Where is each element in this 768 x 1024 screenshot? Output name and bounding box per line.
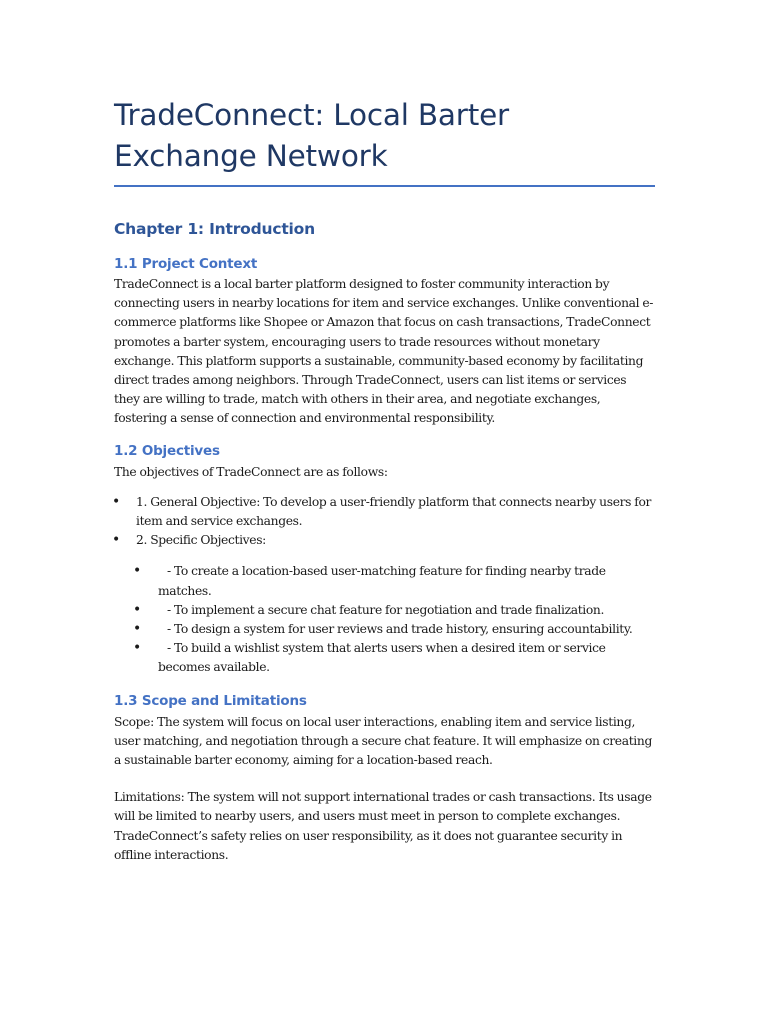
objectives-list: [114, 493, 655, 551]
section-heading-scope: 1.3 Scope and Limitations: [114, 692, 307, 709]
section-heading-objectives: 1.2 Objectives: [114, 442, 220, 459]
chapter-heading: Chapter 1: Introduction: [114, 220, 315, 238]
bullet-icon: •: [112, 493, 120, 510]
list-item-text: - To create a location-based user-matching feature for finding nearby trade matches.: [158, 564, 606, 598]
bullet-icon: •: [133, 621, 141, 638]
title-underline: [114, 185, 655, 187]
list-item: [114, 639, 655, 677]
list-item-text: - To build a wishlist system that alerts users when a desired item or service becomes available.: [158, 641, 606, 675]
document-title: TradeConnect: Local Barter Exchange Network: [114, 98, 509, 173]
scope-paragraph: Scope: The system will focus on local user interactions, enabling item and service listing, user matching, and negotiation through a secure chat feature. It will emphasize on creating a sustainable barter economy, aiming for a location-based reach.: [114, 714, 652, 768]
list-item-text: - To design a system for user reviews and trade history, ensuring accountability.: [167, 622, 633, 637]
list-item: [114, 531, 655, 550]
list-item-text: 2. Specific Objectives:: [136, 533, 266, 548]
list-item: [114, 601, 655, 620]
list-item: [114, 620, 655, 639]
bullet-icon: •: [133, 640, 141, 657]
section-heading-project-context: 1.1 Project Context: [114, 256, 258, 272]
objectives-intro: The objectives of TradeConnect are as follows:: [114, 464, 388, 479]
list-item-text: - To implement a secure chat feature for negotiation and trade finalization.: [167, 602, 605, 617]
bullet-icon: •: [133, 601, 141, 618]
bullet-icon: •: [133, 563, 141, 580]
bullet-icon: •: [112, 532, 120, 549]
list-item: [114, 562, 655, 600]
document-body: [114, 95, 655, 865]
limitations-paragraph: Limitations: The system will not support international trades or cash transactions. Its usage will be limited to nearby users, and users must meet in person to complete exchanges. TradeConnect’s safety relies on user responsibility, as it does not guarantee security in offline interactions.: [114, 790, 652, 862]
specific-objectives-list: [114, 562, 655, 677]
list-item: [114, 493, 655, 531]
project-context-paragraph: TradeConnect is a local barter platform designed to foster community interaction by connecting users in nearby locations for item and service exchanges. Unlike conventional e-commerce platforms like Shopee or Amazon that focus on cash transactions, TradeConnect promotes a barter system, encouraging users to trade resources without monetary exchange. This platform supports a sustainable, community-based economy by facilitating direct trades among neighbors. Through TradeConnect, users can list items or services they are willing to trade, match with others in their area, and negotiate exchanges, fostering a sense of connection and environmental responsibility.: [114, 277, 654, 426]
list-item-text: 1. General Objective: To develop a user-friendly platform that connects nearby users for item and service exchanges.: [136, 494, 652, 529]
